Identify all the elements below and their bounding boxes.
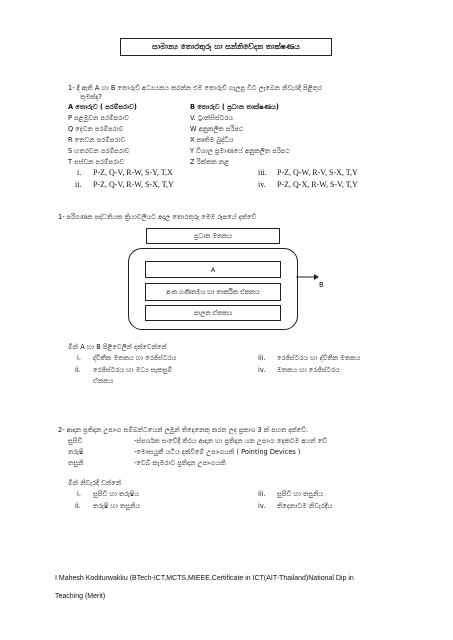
- q1-row-b: X කෘතිම බුද්ධිය: [190, 136, 234, 144]
- q3-option-num: iv.: [258, 502, 266, 510]
- q2-option-num: iii.: [258, 354, 266, 362]
- q2-sub: මින් A හා B පිළිවෙලින් දක්වෙන්නේ: [68, 343, 167, 351]
- q2-option-num: iv.: [258, 366, 266, 374]
- q1-option-text: P-Z, Q-X, R-W, S-V, T,Y: [277, 180, 358, 189]
- q1-col-a-header: A තොරුව ( පරම්පරාව): [68, 103, 137, 111]
- q3-option-text: සුසිඩි හා තරුෂිය: [93, 490, 139, 498]
- q3-statement-text: -වෙබ් කැමරාව ප්‍රතිදාන උපාංගයකි: [134, 459, 226, 467]
- q1-option-num: i.: [77, 168, 82, 177]
- q3-option-num: ii.: [75, 502, 81, 510]
- q2-option-text: රෙජිස්ටරය හා මධ්‍ය සැකසුම්: [93, 366, 173, 374]
- q1-col-b-header: B තොරුව ( ප්‍රධාන තාක්ෂණය): [190, 103, 279, 111]
- q2-option-text: මතකය හා රෙජිස්ටරය: [277, 366, 340, 374]
- q1-stem-line1: 1- දී ඇති A හා B තොරුව් අධ්‍යයනය කරන්න එම තොරුව් ගැලපූ විට ලැබෙන නිවැරදි පිළිතුර: [68, 84, 322, 92]
- q3-stem: 2- ආදාන ප්‍රතිදාන උපාංග සම්බන්ධයෙන් ලමුන් තිදෙනෙකු කරන ලද ප්‍රකාශ 3 ක් පහත දක්වේ.: [58, 426, 308, 434]
- q1-option-text: P-Z, Q-V, R-W, S-Y, T,X: [93, 168, 173, 177]
- q3-statement-name: තරුෂි: [68, 448, 84, 456]
- q2-option-text: ද්විතීක මතකය හා රෙජිස්ටරය: [93, 354, 177, 362]
- q1-row-a: S හතරවන පරම්පරාව: [68, 147, 130, 155]
- q3-statement-text: -ස්පර්ශක සංවේදී තිරය ආදාන හා ප්‍රතිදාන යන උපාංග දෙකටම අයත් වේ: [134, 437, 327, 445]
- q3-option-num: i.: [77, 490, 81, 498]
- q1-row-b: V. ට්‍රාන්සිස්ටරය: [190, 114, 234, 122]
- q1-row-b: Z රික්තක නළ: [190, 158, 230, 166]
- q2-stem: 1- පරිගණක පද්ධතියක ක්‍රියාවලියට අදාල තොරතුරු මෙම රූපයේ දක්වේ: [58, 213, 257, 221]
- q1-option-num: iv.: [258, 180, 266, 189]
- footer-author-line2: Teaching (Merit): [55, 593, 106, 600]
- q2-option-num: i.: [77, 354, 81, 362]
- page-title: සාමාන්‍ය තොරතුරු හා සන්නිවේදන තාක්ෂණය: [120, 38, 332, 56]
- a-label: A: [210, 265, 216, 274]
- q3-option-text: තරුෂි හා තසුනිය: [93, 502, 141, 510]
- q1-row-b: Y විශාල ප්‍රමාණයේ අනුකලිත පරිපථ: [190, 147, 290, 155]
- footer-author-line: I Mahesh Koditurwakku (BTech-ICT,MCTS,MIEEE,Certificate in ICT(AIT-Thailand)National Dip in: [55, 575, 354, 582]
- q1-option-num: iii.: [258, 168, 267, 177]
- q3-statement-name: තසුනි: [68, 459, 84, 467]
- q1-row-a: P පළමුවන පරම්පරාව: [68, 114, 130, 122]
- q3-option-text: තිදෙනාටම නිවැරදිය: [277, 502, 333, 510]
- a-box: [145, 261, 281, 278]
- q3-statement-text: -මෞසයුකී යටිය දක්වීමේ උපාංගයකි ( Pointing Devices ): [134, 448, 301, 456]
- q1-stem-line2: තුමක්ද?: [80, 93, 102, 101]
- q2-option-num: ii.: [75, 366, 81, 374]
- q1-row-b: W අනුකලිත පරිපථ: [190, 125, 244, 133]
- q2-option-ii-cont: ඒකකය: [93, 377, 114, 385]
- control-unit-label: පාලන ඒකකය: [193, 308, 233, 317]
- q2-option-text: රෙජිස්ටරය හා ද්විතීක මතකය: [277, 354, 361, 362]
- q1-row-a: R තෙවන පරම්පරාව: [68, 136, 126, 144]
- q1-row-a: T පස්වන පරම්පරාව: [68, 158, 125, 166]
- q3-option-num: iii.: [258, 490, 266, 498]
- q1-row-a: Q දෙවන පරම්පරාව: [68, 125, 124, 133]
- main-memory-label: ප්‍රධාන මතකය: [194, 231, 232, 240]
- q3-option-text: සුසිඩි හා තසුනිය: [277, 490, 324, 498]
- control-unit-box: [145, 305, 281, 321]
- q1-option-text: P-Z, Q-W, R-V, S-X, T,Y: [277, 168, 358, 177]
- q1-option-num: ii.: [75, 180, 82, 189]
- alu-box: [145, 283, 281, 301]
- alu-label: අංක ගණිතමය හා තාර්කික ඒකකය: [166, 287, 260, 296]
- main-memory-box: [146, 228, 280, 244]
- b-label: B: [319, 281, 324, 289]
- q3-statement-name: සුසිඩි: [68, 437, 83, 445]
- arrow-right-icon: [296, 272, 320, 282]
- q3-sub: මින් නිවැරදි වන්නේ: [68, 479, 122, 487]
- q1-option-text: P-Z, Q-V, R-W, S-X, T,Y: [93, 180, 174, 189]
